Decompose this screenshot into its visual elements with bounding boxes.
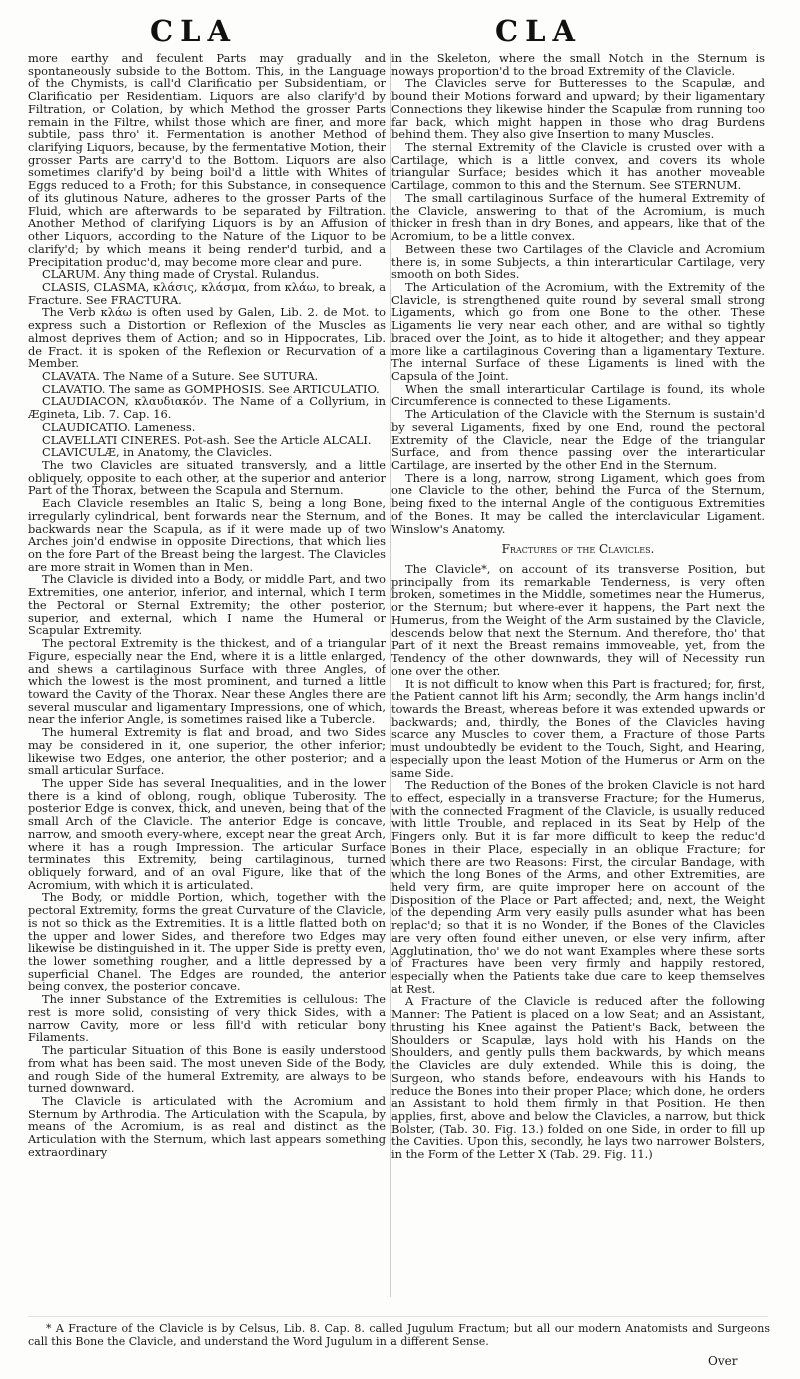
paragraph: There is a long, narrow, strong Ligament, which goes from one Clavicle to the other, behind the Furca of the Sternum, being fixed to the internal Angle of the contiguous Extremities of the Bones. It may be called the interclavicular Ligament. Winslow's Anatomy.	[391, 470, 765, 536]
paragraph: The Reduction of the Bones of the broken Clavicle is not hard to effect, especially in a transverse Fracture; for the Humerus, with the connected Fragment of the Clavicle, is usually reduced with little Trouble, and replaced in its Seat by Help of the Fingers only. But it is far more difficult to keep the reduc'd Bones in their Place, especially in an oblique Fracture; for which there are two Reasons: First, the circular Bandage, with which the long Bones of the Arms, and other Extremities, are held very firm, are quite improper here on account of the Disposition of the Place or Part affected; and, next, the Weight of the depending Arm very easily pulls asunder what has been replac'd; so that it is no Wonder, if the Bones of the Clavicles are very often found either uneven, or else very infirm, after Agglutination, tho' we do not want Examples where these sorts of Fractures have been very firmly and happily restored, especially when the Patients take due care to keep themselves at Rest.	[391, 778, 765, 996]
paragraph: The Clavicle is articulated with the Acromium and Sternum by Arthrodia. The Articulation with the Scapula, by means of the Acromium, is as real and distinct as the Articulation with the Sternum, which last appears something extraordinary	[28, 1093, 386, 1159]
entry-claudiacon: CLAUDIACON, κλαυδιακόν. The Name of a Collyrium, in Ægineta, Lib. 7. Cap. 16.	[28, 394, 386, 422]
paragraph: The Verb κλάω is often used by Galen, Lib. 2. de Mot. to express such a Distortion or Reflexion of the Muscles as almost deprives them of Action; and so in Hippocrates, Lib. de Fract. it is spoken of the Reflexion or Recurvation of a Member.	[28, 305, 386, 371]
paragraph: The Articulation of the Acromium, with the Extremity of the Clavicle, is strengthened quite round by several small strong Ligaments, which go from one Bone to the other. These Ligaments lie very near each other, and are withal so tightly braced over the Joint, as to hide it altogether; and they appear more like a cartilaginous Covering than a ligamentary Texture. The internal Surface of these Ligaments is lined with the Capsula of the Joint.	[391, 279, 765, 383]
paragraph: The upper Side has several Inequalities, and in the lower there is a kind of oblong, rough, oblique Tuberosity. The posterior Edge is convex, thick, and uneven, being that of the small Arch of the Clavicle. The anterior Edge is concave, narrow, and smooth every-where, except near the great Arch, where it has a rough Impression. The articular Surface terminates this Extremity, being cartilaginous, turned obliquely forward, and of an oval Figure, like that of the Acromium, with which it is articulated.	[28, 775, 386, 892]
paragraph: The sternal Extremity of the Clavicle is crusted over with a Cartilage, which is a little convex, and covers its whole triangular Surface; besides which it has another moveable Cartilage, common to this and the Sternum. See STERNUM.	[391, 140, 765, 193]
paragraph: The Articulation of the Clavicle with the Sternum is sustain'd by several Ligaments, fixed by one End, round the pectoral Extremity of the Clavicle, near the Edge of the triangular Surface, and from thence passing over the interarticular Cartilage, are inserted by the other End in the Sternum.	[391, 407, 765, 472]
paragraph: The humeral Extremity is flat and broad, and two Sides may be considered in it, one superior, the other inferior; likewise two Edges, one anterior, the other posterior; and a small articular Surface.	[28, 725, 386, 778]
entry-clavata: CLAVATA. The Name of a Suture. See SUTURA.	[42, 368, 319, 383]
paragraph: The Clavicles serve for Butteresses to the Scapulæ, and bound their Motions forward and upward; by their ligamentary Connections they likewise hinder the Scapulæ from running too far back, which might happen in those who drag Burdens behind them. They also give Insertion to many Muscles.	[391, 76, 765, 142]
entry-clarum: CLARUM. Any thing made of Crystal. Rulandus.	[42, 267, 320, 282]
paragraph: The particular Situation of this Bone is easily understood from what has been said. The most uneven Side of the Body, and rough Side of the humeral Extremity, are always to be turned downward.	[28, 1043, 386, 1096]
paragraph: The inner Substance of the Extremities is cellulous: The rest is more solid, consisting of very thick Sides, with a narrow Cavity, more or less fill'd with reticular bony Filaments.	[28, 992, 386, 1045]
footnote	[28, 1322, 770, 1348]
paragraph: When the small interarticular Cartilage is found, its whole Circumference is connected to these Ligaments.	[391, 381, 765, 409]
entry-claudicatio: CLAUDICATIO. Lameness.	[42, 419, 196, 434]
paragraph: The pectoral Extremity is the thickest, and of a triangular Figure, especially near the End, where it is a little enlarged, and shews a cartilaginous Surface with three Angles, of which the lowest is the most prominent, and turned a little toward the Cavity of the Thorax. Near these Angles there are several muscular and ligamentary Impressions, one of which, near the inferior Angle, is sometimes raised like a Tubercle.	[28, 636, 386, 727]
paragraph: more earthy and feculent Parts may gradually and spontaneously subside to the Bottom. This, in the Language of the Chymists, is call'd Clarificatio per Subsidentiam, or Clarificatio per Residentiam. Liquors are also clarify'd by Filtration, or Colation, by which Method the grosser Parts remain in the Filtre, whilst those which are finer, and more subtile, pass thro' it. Fermentation is another Method of clarifying Liquors, because, by the fermentative Motion, their grosser Parts are carry'd to the Bottom. Liquors are also sometimes clarify'd by being boil'd a little with Whites of Eggs reduced to a Froth; for this Substance, in consequence of its glutinous Nature, adheres to the grosser Parts of the Fluid, which are afterwards to be separated by Filtration. Another Method of clarifying Liquors is by an Affusion of other Liquors, according to the Nature of the Liquor to be clarify'd; by which means it being render'd turbid, and a Precipitation produc'd, may become more clear and pure.	[28, 52, 386, 269]
running-head-left: CLA	[150, 14, 237, 48]
entry-claviculae: CLAVICULÆ, in Anatomy, the Clavicles.	[42, 445, 273, 460]
footnote-rule	[28, 1316, 768, 1317]
paragraph: It is not difficult to know when this Part is fractured; for, first, the Patient cannot lift his Arm; secondly, the Arm hangs inclin'd towards the Breast, whereas before it was extended upwards or backwards; and, thirdly, the Bones of the Clavicles having scarce any Muscles to cover them, a Fracture of those Parts must undoubtedly be evident to the Touch, Sight, and Hearing, especially upon the least Motion of the Humerus or Arm on the same Side.	[391, 676, 765, 780]
right-column	[391, 52, 765, 1302]
paragraph: The two Clavicles are situated transversly, and a little obliquely, opposite to each other, at the superior and anterior Part of the Thorax, between the Scapula and Sternum.	[28, 458, 386, 498]
paragraph: The small cartilaginous Surface of the humeral Extremity of the Clavicle, answering to that of the Acromium, is much thicker in fresh than in dry Bones, and appears, like that of the Acromium, to be a little convex.	[391, 190, 765, 244]
catchword: Over	[708, 1354, 738, 1368]
footnote-text: * A Fracture of the Clavicle is by Celsus, Lib. 8. Cap. 8. called Jugulum Fractum; but all our modern Anatomists and Surgeons call this Bone the Clavicle, and understand the Word Jugulum in a different Sense.	[28, 1322, 770, 1348]
section-heading: Fractures of the Clavicles.	[501, 542, 655, 557]
entry-clavatio: CLAVATIO. The same as GOMPHOSIS. See ARTICULATIO.	[42, 381, 380, 396]
paragraph: Between these two Cartilages of the Clavicle and Acromium there is, in some Subjects, a thin interarticular Cartilage, very smooth on both Sides.	[391, 241, 765, 282]
paragraph: Each Clavicle resembles an Italic S, being a long Bone, irregularly cylindrical, bent forwards near the Sternum, and backwards near the Scapula, as if it were made up of two Arches join'd endwise in opposite Directions, that which lies on the fore Part of the Breast being the largest. The Clavicles are more strait in Women than in Men.	[28, 496, 386, 574]
paragraph: The Clavicle*, on account of its transverse Position, but principally from its remarkable Tenderness, is very often broken, sometimes in the Middle, sometimes near the Humerus, or the Sternum; but where-ever it happens, the Part next the Humerus, from the Weight of the Arm sustained by the Clavicle, descends below that next the Sternum. And therefore, tho' that Part of it next the Breast remains immoveable, yet, from the Tendency of the other downwards, they will of Necessity run one over the other.	[391, 562, 765, 678]
paragraph: The Clavicle is divided into a Body, or middle Part, and two Extremities, one anterior, inferior, and internal, which I term the Pectoral or Sternal Extremity; the other posterior, superior, and external, which I name the Humeral or Scapular Extremity.	[28, 572, 386, 638]
running-head-right: CLA	[495, 14, 582, 48]
paragraph: The Body, or middle Portion, which, together with the pectoral Extremity, forms the great Curvature of the Clavicle, is not so thick as the Extremities. It is a little flatted both on the upper and lower Sides, and therefore two Edges may likewise be distinguished in it. The upper Side is pretty even, the lower something rougher, and a little depressed by a superficial Chanel. The Edges are rounded, the anterior being convex, the posterior concave.	[28, 890, 386, 994]
paragraph: A Fracture of the Clavicle is reduced after the following Manner: The Patient is placed on a low Seat; and an Assistant, thrusting his Knee against the Patient's Back, between the Shoulders or Scapulæ, lays hold with his Hands on the Shoulders, and gently pulls them backwards, by which means the Clavicles are duly extended. While this is doing, the Surgeon, who stands before, endeavours with his Hands to reduce the Bones into their proper Place; which done, he orders an Assistant to hold them firmly in that Position. He then applies, first, above and below the Clavicles, a narrow, but thick Bolster, (Tab. 30. Fig. 13.) folded on one Side, in order to fill up the Cavities. Upon this, secondly, he lays two narrower Bolsters, in the Form of the Letter X (Tab. 29. Fig. 11.)	[391, 994, 765, 1162]
entry-clavellati-cineres: CLAVELLATI CINERES. Pot-ash. See the Article ALCALI.	[42, 432, 372, 447]
entry-clasis: CLASIS, CLASMA, κλάσις, κλάσμα, from κλάω, to break, a Fracture. See FRACTURA.	[28, 279, 386, 307]
paragraph: in the Skeleton, where the small Notch in the Sternum is noways proportion'd to the broad Extremity of the Clavicle.	[391, 52, 765, 78]
left-column	[28, 52, 386, 1302]
